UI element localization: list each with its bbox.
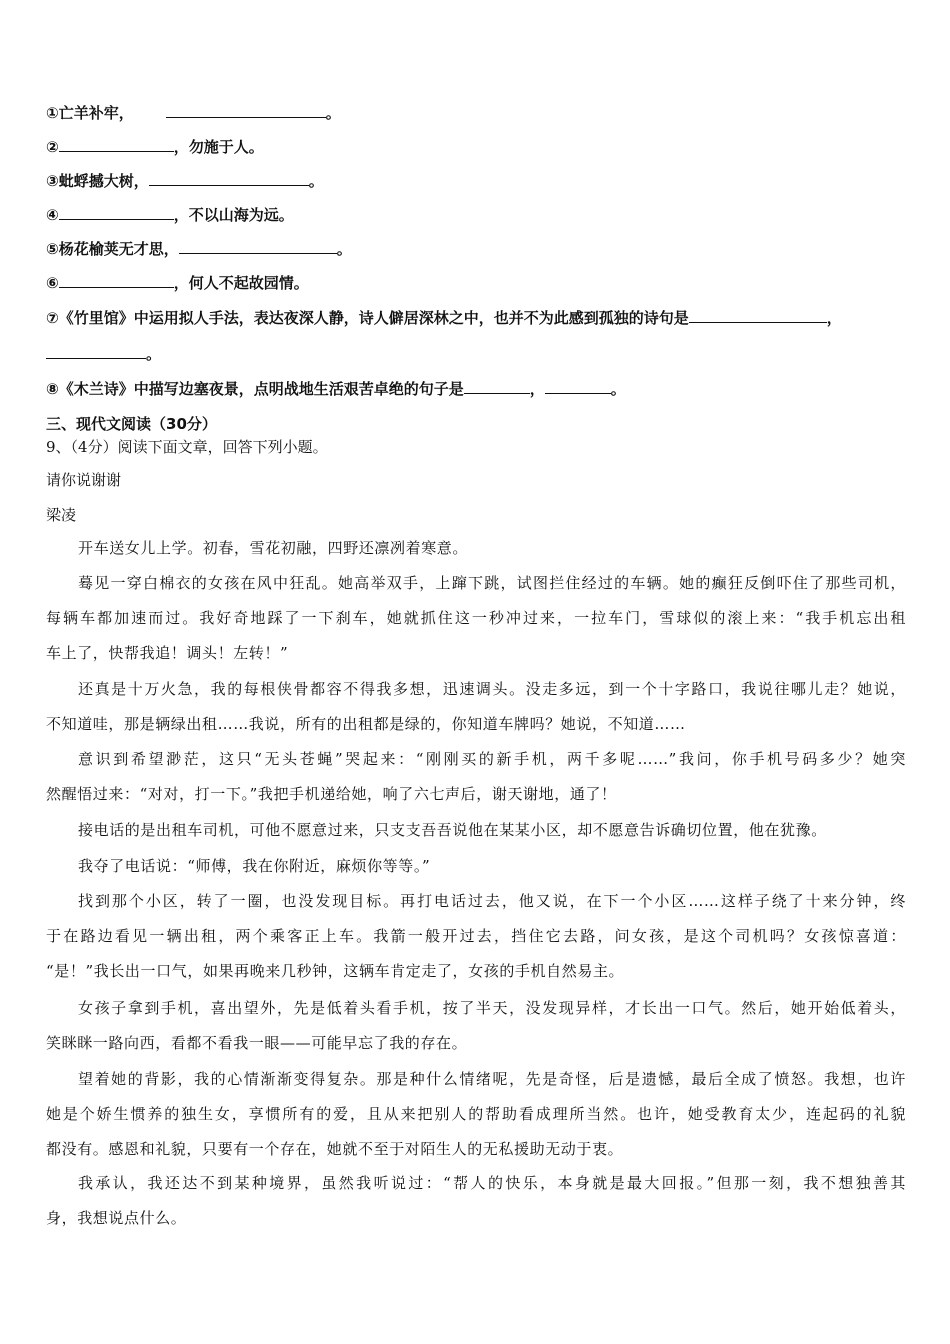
question-item-7-continued: 。 [46, 344, 161, 364]
question-item-3: ③蚍蜉撼大树， 。 [46, 172, 324, 190]
answer-blank[interactable] [59, 205, 174, 220]
article-paragraph: 我承认，我还达不到某种境界，虽然我听说过：“帮人的快乐，本身就是最大回报。”但那一刻，我不想独善其 身，我想说点什么。 [46, 1174, 906, 1227]
answer-blank[interactable] [464, 379, 530, 394]
article-paragraph: 意识到希望渺茫，这只“无头苍蝇”哭起来：“刚刚买的新手机，两千多呢……”我问，你手机号码多少？她突 然醒悟过来：“对对，打一下。”我把手机递给她，响了六七声后，谢天谢地，通了！ [46, 750, 906, 803]
answer-blank[interactable] [46, 344, 146, 359]
answer-blank[interactable] [59, 137, 174, 152]
question-item-6: ⑥ ，何人不起故园情。 [46, 274, 309, 292]
question-item-4: ④ ，不以山海为远。 [46, 206, 294, 224]
answer-blank[interactable] [59, 273, 174, 288]
answer-blank[interactable] [545, 379, 611, 394]
article-paragraph: 找到那个小区，转了一圈，也没发现目标。再打电话过去，他又说，在下一个小区……这样子绕了十来分钟，终 于在路边看见一辆出租，两个乘客正上车。我箭一般开过去，挡住它去路，问女孩，是这个司机吗？女孩惊喜道： “是！”我长出一口气，如果再晚来几秒钟，这辆车肯定走了，女孩的手机自然易主。 [46, 892, 906, 980]
article-title: 请你说谢谢 [46, 471, 122, 489]
article-author: 梁凌 [46, 506, 77, 524]
answer-blank[interactable] [149, 171, 309, 186]
answer-blank[interactable] [689, 308, 827, 323]
article-paragraph: 望着她的背影，我的心情渐渐变得复杂。那是种什么情绪呢，先是奇怪，后是遗憾，最后全成了愤怒。我想，也许 她是个娇生惯养的独生女，享惯所有的爱，且从来把别人的帮助看成理所当然。也许，她受教育太少，连起码的礼貌 都没有。感恩和礼貌，只要有一个存在，她就不至于对陌生人的无私援助无动于衷。 [46, 1070, 906, 1158]
answer-blank[interactable] [166, 103, 326, 118]
question-item-8: ⑧《木兰诗》中描写边塞夜景，点明战地生活艰苦卓绝的句子是 ， 。 [46, 380, 626, 398]
article-paragraph: 蓦见一穿白棉衣的女孩在风中狂乱。她高举双手，上蹿下跳，试图拦住经过的车辆。她的癫狂反倒吓住了那些司机， 每辆车都加速而过。我好奇地踩了一下刹车，她就抓住这一秒冲过来，一拉车门，雪球似的滚上来：“我手机忘出租 车上了，快帮我追！调头！左转！” [46, 574, 906, 662]
section-heading: 三、现代文阅读（30分） [46, 415, 217, 433]
question-item-7: ⑦《竹里馆》中运用拟人手法，表达夜深人静，诗人僻居深林之中，也并不为此感到孤独的诗句是 ， [46, 309, 842, 327]
question-9-prompt: 9、（4分）阅读下面文章，回答下列小题。 [46, 438, 328, 456]
question-item-5: ⑤杨花榆荚无才思， 。 [46, 240, 352, 258]
article-paragraph: 我夺了电话说：“师傅，我在你附近，麻烦你等等。” [78, 857, 431, 875]
article-paragraph: 接电话的是出租车司机，可他不愿意过来，只支支吾吾说他在某某小区，却不愿意告诉确切位置，他在犹豫。 [78, 821, 827, 839]
answer-blank[interactable] [179, 239, 337, 254]
question-item-1: ①亡羊补牢， 。 [46, 104, 341, 122]
article-paragraph: 还真是十万火急，我的每根侠骨都容不得我多想，迅速调头。没走多远，到一个十字路口，我说往哪儿走？她说， 不知道哇，那是辆绿出租……我说，所有的出租都是绿的，你知道车牌吗？她说，不知道…… [46, 680, 906, 733]
article-paragraph: 女孩子拿到手机，喜出望外，先是低着头看手机，按了半天，没发现异样，才长出一口气。然后，她开始低着头， 笑眯眯一路向西，看都不看我一眼——可能早忘了我的存在。 [46, 999, 906, 1052]
question-item-2: ② ，勿施于人。 [46, 138, 264, 156]
article-paragraph: 开车送女儿上学。初春，雪花初融，四野还凛冽着寒意。 [78, 539, 469, 557]
